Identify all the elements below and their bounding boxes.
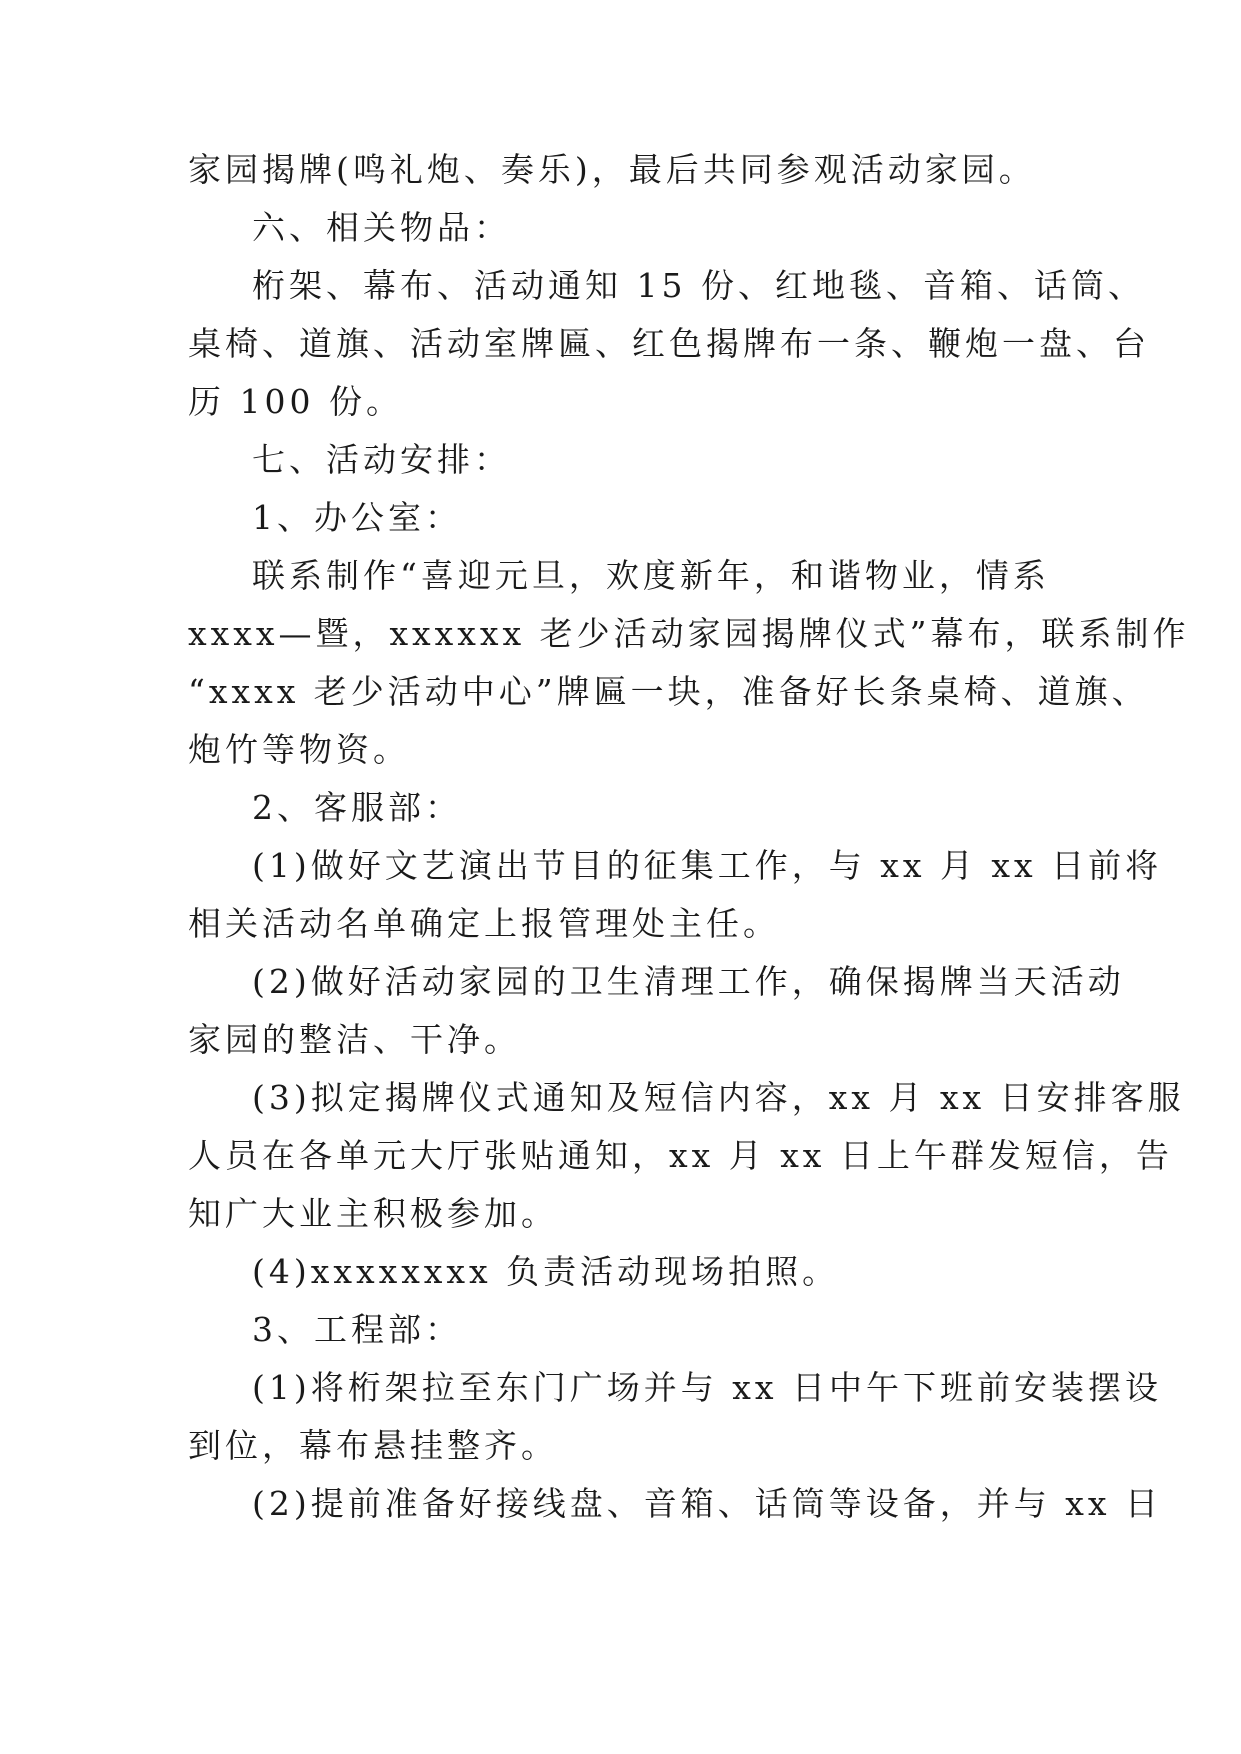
text-line-1: 家园揭牌(鸣礼炮、奏乐)，最后共同参观活动家园。 [188,150,1036,189]
text-line-10: “xxxx 老少活动中心”牌匾一块，准备好长条桌椅、道旗、 [188,672,1149,711]
text-line-20: (4)xxxxxxxx 负责活动现场拍照。 [252,1252,840,1291]
text-line-13: (1)做好文艺演出节目的征集工作，与 xx 月 xx 日前将 [252,846,1163,885]
text-line-15: (2)做好活动家园的卫生清理工作，确保揭牌当天活动 [252,962,1125,1001]
text-line-11: 炮竹等物资。 [188,730,410,769]
text-line-8: 联系制作“喜迎元旦，欢度新年，和谐物业，情系 [252,556,1050,595]
text-line-4: 桌椅、道旗、活动室牌匾、红色揭牌布一条、鞭炮一盘、台 [188,324,1150,363]
text-line-16: 家园的整洁、干净。 [188,1020,521,1059]
text-line-3: 桁架、幕布、活动通知 15 份、红地毯、音箱、话筒、 [252,266,1145,305]
text-line-18: 人员在各单元大厅张贴通知，xx 月 xx 日上午群发短信，告 [188,1136,1173,1175]
subsection-heading-service: 2、客服部： [252,788,462,827]
text-line-9: xxxx—暨，xxxxxx 老少活动家园揭牌仪式”幕布，联系制作 [188,614,1190,653]
section-heading-7: 七、活动安排： [252,440,511,479]
subsection-heading-engineering: 3、工程部： [252,1310,462,1349]
text-line-23: 到位，幕布悬挂整齐。 [188,1426,558,1465]
section-heading-6: 六、相关物品： [252,208,511,247]
text-line-24: (2)提前准备好接线盘、音箱、话筒等设备，并与 xx 日 [252,1484,1162,1523]
subsection-heading-office: 1、办公室： [252,498,462,537]
text-line-17: (3)拟定揭牌仪式通知及短信内容，xx 月 xx 日安排客服 [252,1078,1185,1117]
text-line-14: 相关活动名单确定上报管理处主任。 [188,904,780,943]
text-line-19: 知广大业主积极参加。 [188,1194,558,1233]
text-line-22: (1)将桁架拉至东门广场并与 xx 日中午下班前安装摆设 [252,1368,1162,1407]
text-line-5: 历 100 份。 [188,382,403,421]
